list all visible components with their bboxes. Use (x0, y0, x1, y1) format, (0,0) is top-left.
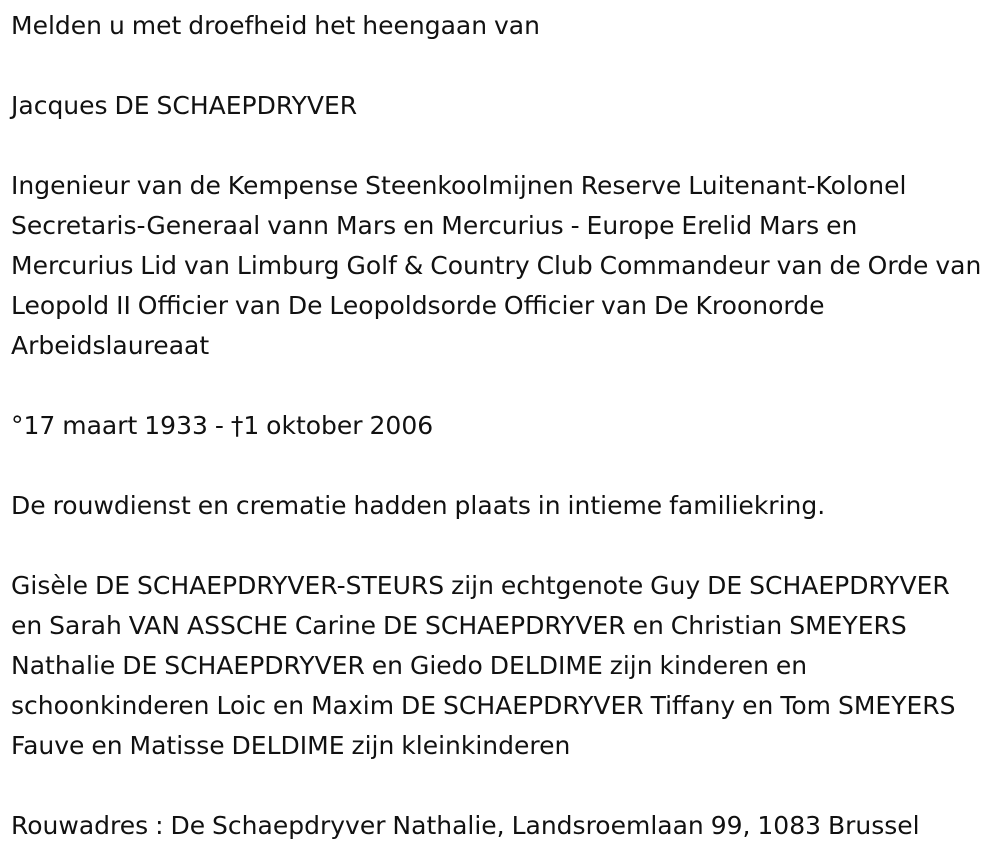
paragraph-spacer (11, 526, 986, 566)
deceased-name: Jacques DE SCHAEPDRYVER (11, 91, 358, 120)
intro-line: Melden u met droefheid het heengaan van (11, 11, 540, 40)
ceremony-note: De rouwdienst en crematie hadden plaats in intieme familiekring. (11, 491, 826, 520)
paragraph-spacer (11, 46, 986, 86)
obituary-document (11, 6, 986, 846)
condolence-address: Rouwadres : De Schaepdryver Nathalie, Landsroemlaan 99, 1083 Brussel (11, 811, 920, 840)
paragraph-spacer (11, 446, 986, 486)
life-dates: °17 maart 1933 - †1 oktober 2006 (11, 411, 434, 440)
paragraph-spacer (11, 766, 986, 806)
paragraph-spacer (11, 366, 986, 406)
family-paragraph: Gisèle DE SCHAEPDRYVER-STEURS zijn echtgenote Guy DE SCHAEPDRYVER en Sarah VAN ASSCHE Carine DE SCHAEPDRYVER en Christian SMEYERS Nathalie DE SCHAEPDRYVER en Giedo DELDIME zijn kinderen en schoonkinderen Loic en Maxim DE SCHAEPDRYVER Tiffany en Tom SMEYERS Fauve en Matisse DELDIME zijn kleinkinderen (11, 571, 956, 760)
paragraph-spacer (11, 126, 986, 166)
titles-paragraph: Ingenieur van de Kempense Steenkoolmijnen Reserve Luitenant-Kolonel Secretaris-Generaal vann Mars en Mercurius - Europe Erelid Mars en Mercurius Lid van Limburg Golf & Country Club Commandeur van de Orde van Leopold II Officier van De Leopoldsorde Officier van De Kroonorde Arbeidslaureaat (11, 171, 982, 360)
